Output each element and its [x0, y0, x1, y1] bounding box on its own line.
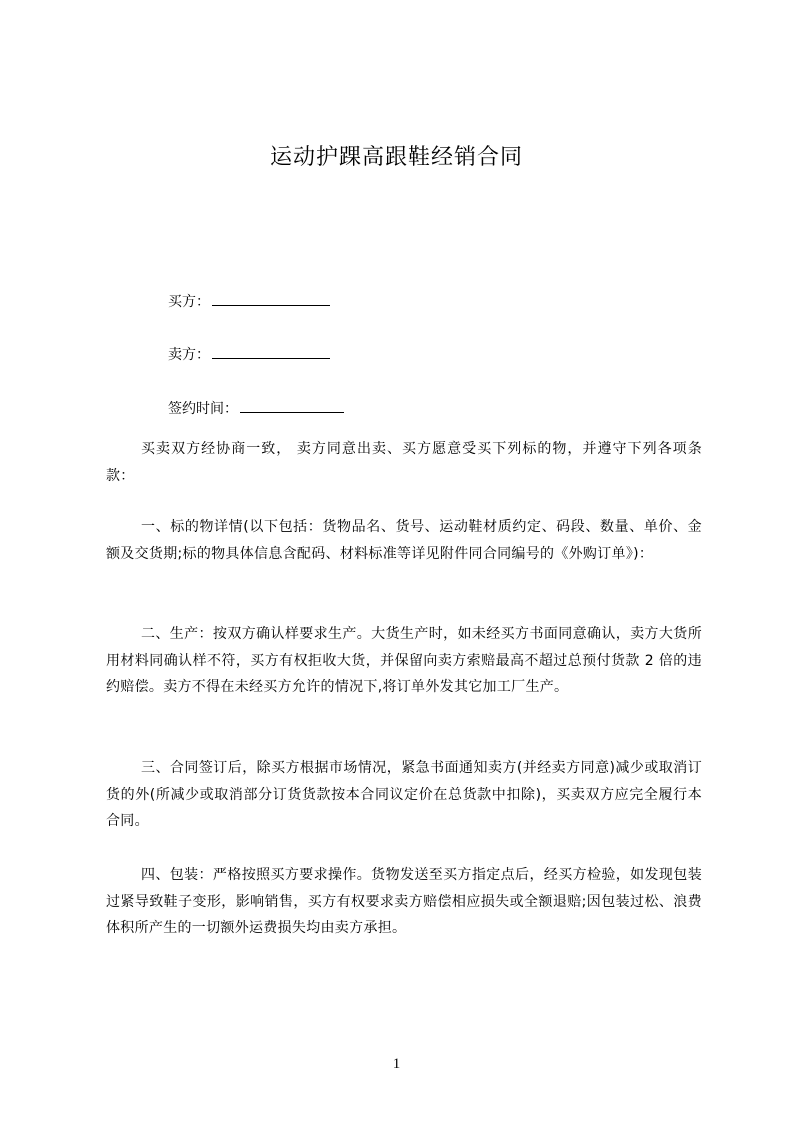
signing-date-blank	[240, 398, 344, 413]
buyer-field	[168, 291, 330, 312]
page-number: 1	[392, 1056, 401, 1072]
buyer-label: 买方：	[168, 294, 210, 310]
seller-blank	[212, 344, 330, 359]
clause-1-paragraph: 一、标的物详情(以下包括：货物品名、货号、运动鞋材质约定、码段、数量、单价、金额及交货期;标的物具体信息含配码、材料标准等详见附件同合同编号的《外购订单》)：	[106, 519, 702, 562]
clause-3-paragraph: 三、合同签订后，除买方根据市场情况，紧急书面通知卖方(并经卖方同意)减少或取消订货的外(所减少或取消部分订货货款按本合同议定价在总货款中扣除)，买卖双方应完全履行本合同。	[106, 760, 702, 829]
clause-4-paragraph: 四、包装：严格按照买方要求操作。货物发送至买方指定点后，经买方检验，如发现包装过紧导致鞋子变形，影响销售，买方有权要求卖方赔偿相应损失或全额退赔;因包装过松、浪费体积所产生的一切额外运费损失均由卖方承担。	[106, 867, 702, 936]
clause-2-paragraph: 二、生产：按双方确认样要求生产。大货生产时，如未经买方书面同意确认，卖方大货所用材料同确认样不符，买方有权拒收大货，并保留向卖方索赔最高不超过总预付货款 2 倍的违约赔偿。卖方不得在未经买方允许的情况下,将订单外发其它加工厂生产。	[106, 626, 702, 695]
seller-label: 卖方：	[168, 347, 210, 363]
seller-field	[168, 344, 330, 365]
intro-paragraph: 买卖双方经协商一致， 卖方同意出卖、买方愿意受买下列标的物，并遵守下列各项条款：	[106, 441, 702, 484]
buyer-blank	[212, 291, 330, 306]
signing-date-label: 签约时间：	[168, 401, 238, 417]
document-title: 运动护踝高跟鞋经销合同	[269, 145, 523, 170]
signing-date-field	[168, 398, 344, 419]
